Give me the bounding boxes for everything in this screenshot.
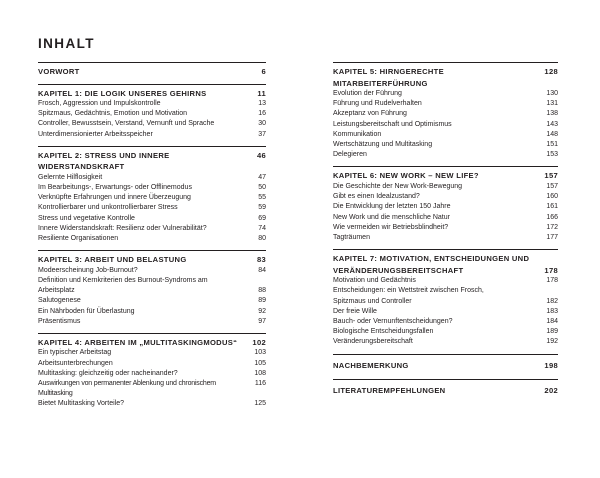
toc-entry [38,266,266,276]
entry-page: 125 [254,400,266,408]
toc-section-kapitel-7 [333,249,558,347]
toc-entry [333,286,558,296]
entry-page: 30 [258,120,266,128]
toc-entry [333,182,558,192]
heading-title: NACHBEMERKUNG [333,360,409,370]
toc-left-column [38,62,266,416]
entry-page: 160 [546,193,558,201]
entry-page: 37 [258,130,266,138]
entry-title: Wertschätzung und Multitasking [333,141,433,149]
toc-entry [333,307,558,317]
toc-entry [333,120,558,130]
heading-page: 6 [261,67,266,76]
toc-entry [38,193,266,203]
toc-entry [38,286,266,296]
heading-page: 128 [544,67,558,76]
entry-page: 151 [546,141,558,149]
page-title: INHALT [38,36,95,51]
heading-title: KAPITEL 2: STRESS UND INNERE WIDERSTANDSKRAFT [38,150,170,172]
heading-page: 178 [544,265,558,275]
entry-title: Arbeitsplatz [38,287,75,295]
entry-title: Multitasking: gleichzeitig oder nacheinander? [38,369,178,377]
toc-entry [38,224,266,234]
toc-entry [333,202,558,212]
heading-title: KAPITEL 5: HIRNGERECHTE MITARBEITERFÜHRUNG [333,67,444,88]
entry-page: 138 [546,110,558,118]
toc-entry [333,99,558,109]
toc-section-kapitel-6 [333,166,558,243]
entry-page: 88 [258,287,266,295]
toc-section-nachbemerkung [333,354,558,372]
entry-page: 116 [254,380,266,388]
toc-section-vorwort [38,62,266,78]
entry-page: 178 [546,277,558,285]
toc-entry [38,109,266,119]
entry-title: Spitzmaus und Controller [333,297,412,305]
entry-page: 84 [258,266,266,274]
entry-title: Modeerscheinung Job-Burnout? [38,266,138,274]
entry-page: 130 [546,90,558,97]
toc-heading [38,88,266,100]
toc-entry [38,369,266,379]
entry-title: Führung und Rudelverhalten [333,100,422,108]
toc-heading [333,66,558,89]
entry-title: Biologische Entscheidungsfallen [333,328,434,336]
entry-title: Unterdimensionierter Arbeitsspeicher [38,130,153,138]
toc-section-kapitel-2 [38,146,266,244]
toc-entry [333,213,558,223]
toc-entry [333,276,558,286]
entry-page: 89 [258,297,266,305]
entry-title: Auswirkungen von permanenter Ablenkung und chronischem Multitasking [38,380,216,398]
entry-title: Delegieren [333,151,367,159]
entry-page: 153 [546,151,558,159]
toc-entry [333,89,558,99]
heading-title: KAPITEL 3: ARBEIT UND BELASTUNG [38,255,187,265]
toc-entry [333,109,558,119]
toc-heading [333,170,558,182]
entry-title: Leistungsbereitschaft und Optimismus [333,120,452,128]
heading-page: 46 [256,150,266,160]
entry-title: Wie vermeiden wir Betriebsblindheit? [333,223,449,231]
entry-title: Die Geschichte der New Work-Bewegung [333,182,463,190]
entry-page: 74 [258,224,266,232]
entry-page: 148 [546,130,558,138]
entry-page: 108 [254,369,266,377]
entry-page: 103 [254,349,266,357]
entry-title: Gibt es einen Idealzustand? [333,193,420,201]
entry-title: Verknüpfte Erfahrungen und innere Überzeugung [38,194,191,202]
toc-entry [38,379,266,399]
heading-title: LITERATUREMPFEHLUNGEN [333,386,446,396]
heading-title: KAPITEL 1: DIE LOGIK UNSERES GEHIRNS [38,88,207,98]
entry-page: 97 [258,317,266,325]
toc-heading [38,254,266,266]
entry-page: 143 [546,120,558,128]
toc-heading [333,253,558,265]
toc-entry [38,317,266,327]
heading-title: VERÄNDERUNGSBEREITSCHAFT [333,265,464,275]
entry-page: 189 [546,328,558,336]
toc-entry [333,223,558,233]
entry-title: Ein Nährboden für Überlastung [38,307,135,315]
entry-title: New Work und die menschliche Natur [333,213,450,221]
entry-page: 184 [546,317,558,325]
entry-title: Innere Widerstandskraft: Resilienz oder Vulnerabilität? [38,224,207,232]
entry-title: Frosch, Aggression und Impulskontrolle [38,100,161,107]
toc-right-column [333,62,558,403]
toc-section-kapitel-3 [38,250,266,327]
toc-section-kapitel-4 [38,333,266,410]
entry-page: 182 [546,297,558,305]
toc-entry [333,317,558,327]
toc-entry [38,399,266,409]
heading-page: 202 [544,386,558,396]
toc-entry [38,183,266,193]
toc-entry [38,296,266,306]
entry-title: Kontrollierbarer und unkontrollierbarer Stress [38,204,178,212]
entry-page: 177 [546,233,558,241]
toc-section-kapitel-1 [38,84,266,140]
entry-title: Der freie Wille [333,307,377,315]
toc-heading [38,66,266,78]
entry-title: Entscheidungen: ein Wettstreit zwischen Frosch, [333,287,484,295]
entry-page: 50 [258,184,266,192]
entry-page: 131 [546,100,558,108]
entry-page: 59 [258,204,266,212]
entry-page: 157 [546,182,558,190]
toc-entry [38,119,266,129]
toc-entry [38,307,266,317]
toc-heading-continued [333,265,558,277]
heading-page: 11 [257,88,266,98]
toc-entry [333,192,558,202]
entry-title: Evolution der Führung [333,90,402,97]
entry-page: 80 [258,235,266,243]
heading-page: 198 [544,360,558,370]
entry-title: Resiliente Organisationen [38,235,119,243]
entry-page: 105 [254,359,266,367]
entry-title: Controller, Bewusstsein, Verstand, Vernunft und Sprache [38,120,215,128]
toc-section-literaturempfehlungen [333,379,558,397]
toc-heading [333,385,558,397]
heading-title: KAPITEL 4: ARBEITEN IM „MULTITASKINGMODUS“ [38,337,238,347]
toc-entry [38,130,266,140]
toc-entry [333,150,558,160]
entry-title: Kommunikation [333,130,382,138]
heading-title: VORWORT [38,67,80,76]
entry-page: 92 [258,307,266,315]
entry-title: Salutogenese [38,297,81,305]
toc-entry [333,327,558,337]
entry-title: Veränderungsbereitschaft [333,338,413,346]
heading-title: KAPITEL 7: MOTIVATION, ENTSCHEIDUNGEN UND [333,254,530,264]
entry-page: 161 [546,203,558,211]
entry-title: Definition und Kernkriterien des Burnout-Syndroms am [38,276,208,284]
entry-title: Akzeptanz von Führung [333,110,407,118]
toc-entry [38,173,266,183]
entry-title: Spitzmaus, Gedächtnis, Emotion und Motivation [38,110,188,118]
toc-heading [333,360,558,372]
heading-page: 83 [256,255,266,265]
entry-title: Präsentismus [38,317,81,325]
entry-page: 47 [258,173,266,181]
entry-page: 55 [258,194,266,202]
entry-title: Tagträumen [333,233,370,241]
toc-entry [333,140,558,150]
toc-entry [333,130,558,140]
heading-page: 157 [544,171,558,181]
toc-entry [38,234,266,244]
toc-entry [38,214,266,224]
toc-entry [38,99,266,109]
entry-title: Arbeitsunterbrechungen [38,359,113,367]
toc-entry [333,297,558,307]
toc-entry [333,233,558,243]
entry-title: Motivation und Gedächtnis [333,277,416,285]
entry-page: 172 [546,223,558,231]
entry-title: Die Entwicklung der letzten 150 Jahre [333,203,451,211]
entry-page: 69 [258,214,266,222]
entry-title: Gelernte Hilflosigkeit [38,173,103,181]
entry-page: 166 [546,213,558,221]
heading-page: 102 [252,337,266,347]
toc-entry [333,337,558,347]
entry-title: Stress und vegetative Kontrolle [38,214,135,222]
heading-title: KAPITEL 6: NEW WORK – NEW LIFE? [333,171,479,181]
entry-title: Bietet Multitasking Vorteile? [38,400,124,408]
entry-page: 16 [258,110,266,118]
toc-heading [38,337,266,349]
toc-entry [38,348,266,358]
entry-title: Bauch- oder Vernunftentscheidungen? [333,317,453,325]
entry-title: Ein typischer Arbeitstag [38,349,112,357]
toc-entry [38,276,266,286]
toc-entry [38,359,266,369]
entry-page: 192 [546,338,558,346]
entry-page: 183 [546,307,558,315]
toc-entry [38,203,266,213]
entry-title: Im Bearbeitungs-, Erwartungs- oder Offlinemodus [38,184,192,192]
toc-section-kapitel-5 [333,62,558,160]
entry-page: 13 [258,100,266,107]
toc-heading [38,150,266,173]
